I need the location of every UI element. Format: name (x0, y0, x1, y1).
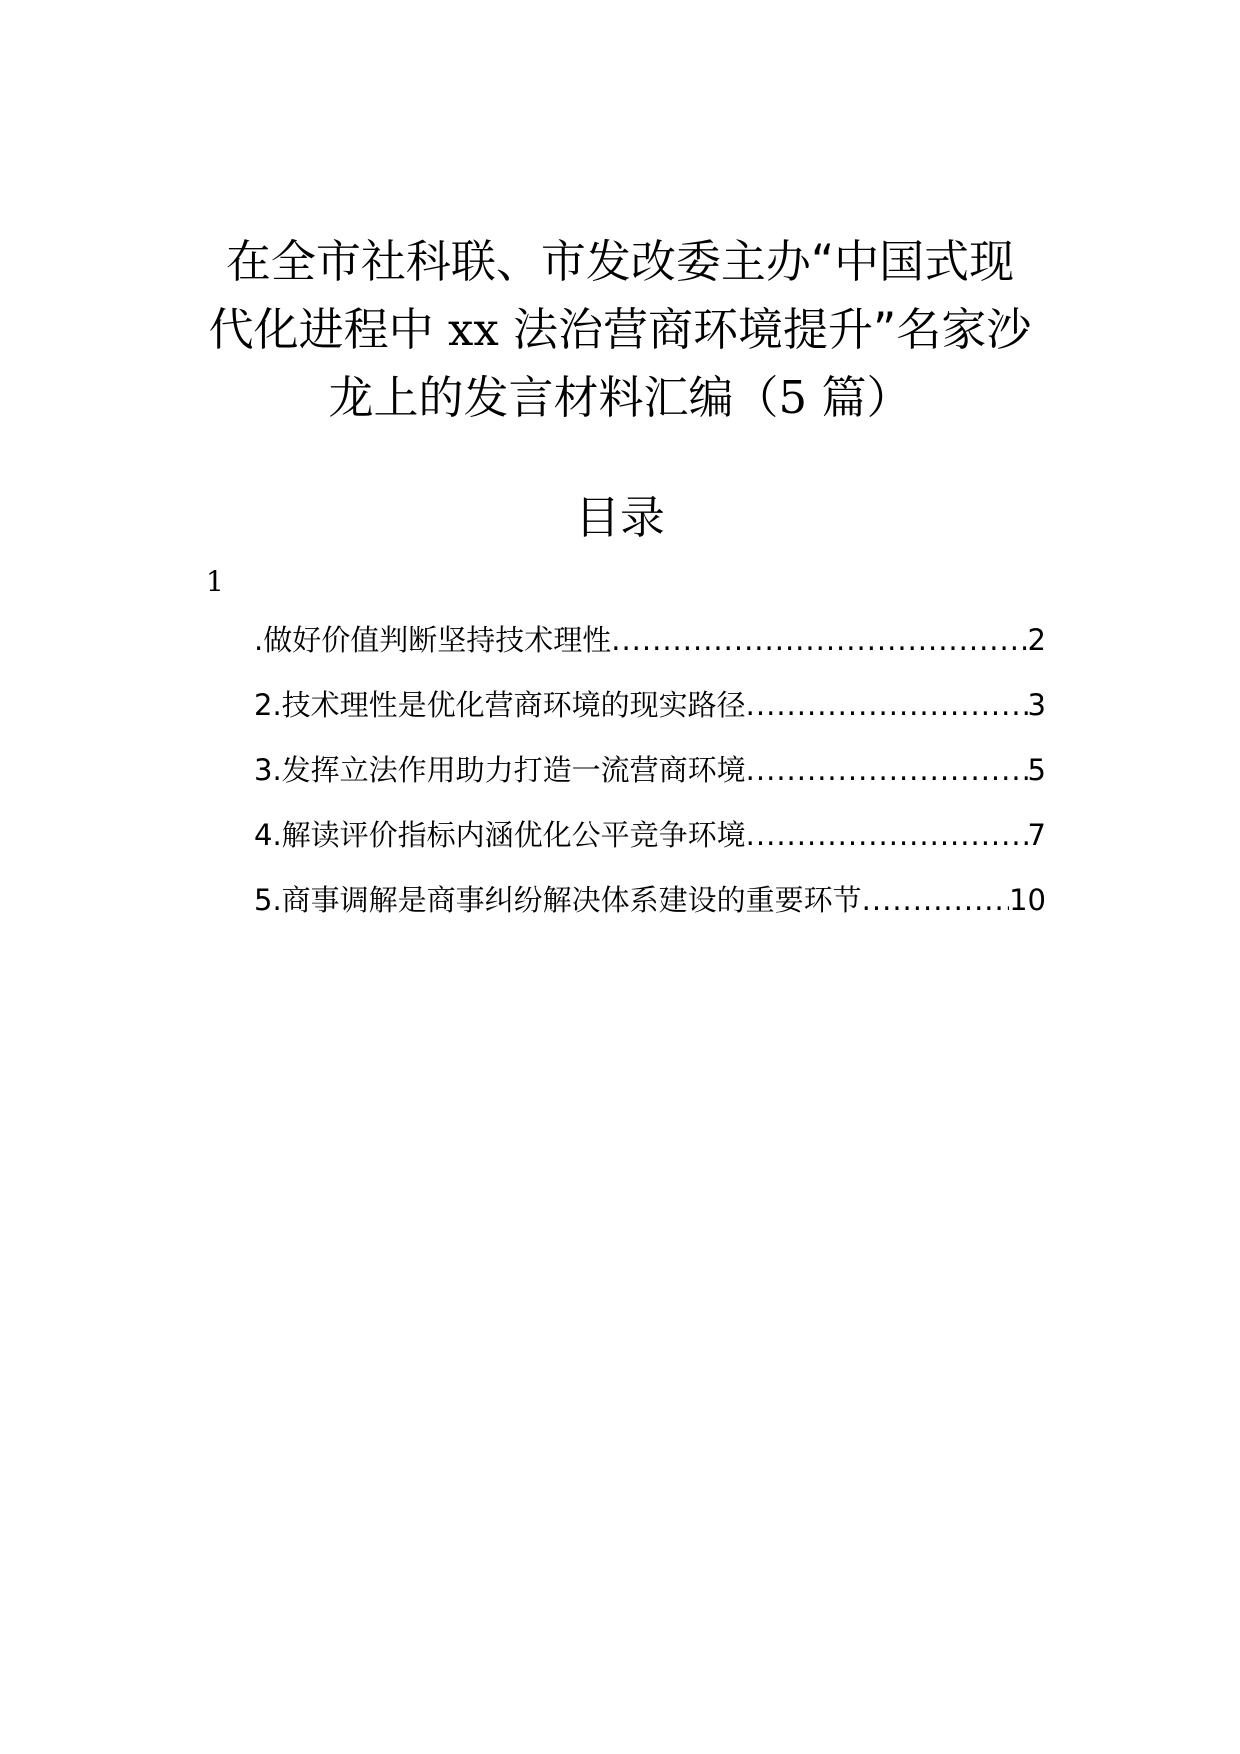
page-number-marker: 1 (206, 565, 224, 598)
toc-entry-2[interactable] (254, 685, 1046, 750)
table-of-contents (254, 620, 1046, 945)
toc-dot-leader (862, 880, 1009, 920)
toc-entry-3[interactable] (254, 750, 1046, 815)
toc-entry-page: 2 (1027, 623, 1046, 657)
toc-entry-title: 3.发挥立法作用助力打造一流营商环境 (254, 753, 746, 787)
toc-entry-5[interactable] (254, 880, 1046, 945)
title-line-2-latin: xx (447, 303, 499, 356)
toc-dot-leader (611, 620, 1027, 660)
title-line-3 (180, 364, 1060, 432)
toc-entry-title: 2.技术理性是优化营商环境的现实路径 (254, 688, 746, 722)
toc-heading: 目录 (574, 491, 665, 544)
toc-entry-page: 5 (1027, 753, 1046, 787)
title-line-3-latin: 5 (778, 371, 808, 424)
title-line-1 (180, 228, 1060, 296)
title-line-3-text-before: 龙上的发言材料汇编（ (328, 371, 779, 424)
title-line-3-text-after: 篇） (807, 371, 912, 424)
document-title (180, 228, 1060, 432)
toc-entry-4[interactable] (254, 815, 1046, 880)
toc-dot-leader (746, 685, 1028, 725)
title-line-1-text: 在全市社科联、市发改委主办“中国式现 (225, 235, 1015, 288)
toc-entry-1[interactable] (254, 620, 1046, 685)
toc-entry-page: 3 (1027, 688, 1046, 722)
toc-dot-leader (746, 750, 1028, 790)
toc-entry-title: 5.商事调解是商事纠纷解决体系建设的重要环节 (254, 883, 862, 917)
title-line-2-text-before: 代化进程中 (208, 303, 448, 356)
title-line-2 (180, 296, 1060, 364)
toc-dot-leader (746, 815, 1028, 855)
toc-entry-title: .做好价值判断坚持技术理性 (254, 623, 612, 657)
toc-entry-page: 10 (1009, 883, 1046, 917)
toc-entry-page: 7 (1027, 818, 1046, 852)
toc-entry-title: 4.解读评价指标内涵优化公平竞争环境 (254, 818, 746, 852)
title-line-2-text-after: 法治营商环境提升”名家沙 (498, 303, 1032, 356)
